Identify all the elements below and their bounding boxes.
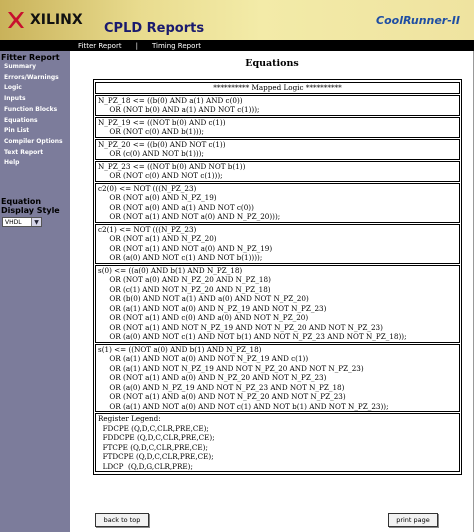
header-banner <box>0 0 474 40</box>
equation-c2-1: c2(1) <= NOT (((N_PZ_23) OR (NOT a(1) AND N_PZ_20) OR (NOT a(1) AND NOT a(0) AND N_PZ_19) OR (a(0) AND NOT c(1) AND NOT b(1)))); <box>95 224 460 264</box>
xilinx-logo <box>6 10 83 30</box>
back-to-top-button[interactable]: back to top <box>95 513 149 527</box>
xilinx-x-icon <box>6 10 26 30</box>
sidebar-item-logic[interactable]: Logic <box>4 84 22 92</box>
equation-n-pz-18: N_PZ_18 <= ((b(0) AND a(1) AND c(0)) OR (NOT b(0) AND a(1) AND NOT c(1))); <box>95 95 460 116</box>
coolrunner-brand: CoolRunner-II <box>376 14 460 27</box>
display-style-label: Display Style <box>1 206 60 216</box>
equation-n-pz-23: N_PZ_23 <= ((NOT b(0) AND NOT b(1)) OR (NOT c(0) AND NOT c(1))); <box>95 161 460 182</box>
sidebar-item-text-report[interactable]: Text Report <box>4 148 44 156</box>
equation-style-label: Equation <box>1 197 42 207</box>
sidebar-item-equations[interactable]: Equations <box>4 116 38 124</box>
sidebar <box>0 51 70 532</box>
sidebar-item-compiler-options[interactable]: Compiler Options <box>4 137 63 145</box>
equation-s-1: s(1) <= ((NOT a(0) AND b(1) AND N_PZ_18) OR (a(1) AND NOT a(0) AND NOT N_PZ_19 AND c(1)) OR (a(1) AND NOT N_PZ_19 AND NOT N_PZ_20 AND NOT N_PZ_23) OR (NOT a(1) AND a(0) AND N_PZ_20 AND NOT N_PZ_23) OR (a(0) AND N_PZ_19 AND NOT N_PZ_23 AND NOT N_PZ_18) OR (NOT a(1) AND a(0) AND NOT N_PZ_20 AND NOT N_PZ_23) OR (a(1) AND NOT a(0) AND NOT c(1) AND NOT b(1) AND NOT N_PZ_23)); <box>95 344 460 413</box>
chevron-down-icon[interactable]: ▼ <box>31 218 41 226</box>
display-style-value: VHDL <box>5 218 22 226</box>
register-legend: Register Legend: FDCPE (Q,D,C,CLR,PRE,CE); FDDCPE (Q,D,C,CLR,PRE,CE); FTCPE (Q,D,C,CLR,PRE,CE); FTDCPE (Q,D,C,CLR,PRE,CE); LDCP (Q,D,G,CLR,PRE); <box>95 413 460 472</box>
equations-table <box>93 79 462 475</box>
main-content <box>70 51 474 532</box>
top-nav <box>0 40 474 51</box>
page-title: Equations <box>245 58 299 69</box>
logo-text: XILINX <box>30 12 83 28</box>
mapped-logic-header: ********** Mapped Logic ********** <box>95 82 460 94</box>
equation-c2-0: c2(0) <= NOT (((N_PZ_23) OR (NOT a(0) AND N_PZ_19) OR (NOT a(0) AND a(1) AND NOT c(0)) OR (NOT a(1) AND NOT a(0) AND N_PZ_20))); <box>95 183 460 223</box>
equation-s-0: s(0) <= ((a(0) AND b(1) AND N_PZ_18) OR (NOT a(0) AND N_PZ_20 AND N_PZ_18) OR (c(1) AND NOT N_PZ_20 AND N_PZ_18) OR (b(0) AND NOT a(1) AND a(0) AND NOT N_PZ_20) OR (a(1) AND NOT a(0) AND N_PZ_19 AND NOT N_PZ_23) OR (NOT a(1) AND c(0) AND a(0) AND NOT N_PZ_20) OR (NOT a(1) AND NOT N_PZ_19 AND NOT N_PZ_20 AND NOT N_PZ_23) OR (a(0) AND NOT c(1) AND NOT b(1) AND NOT N_PZ_23 AND NOT N_PZ_18)); <box>95 265 460 343</box>
print-page-button[interactable]: print page <box>388 513 438 527</box>
sidebar-item-pin-list[interactable]: Pin List <box>4 127 30 135</box>
sidebar-menu <box>0 62 70 169</box>
nav-timing-report[interactable]: Timing Report <box>151 41 202 50</box>
equation-n-pz-19: N_PZ_19 <= ((NOT b(0) AND c(1)) OR (NOT c(0) AND b(1))); <box>95 117 460 138</box>
sidebar-title: Fitter Report <box>1 53 60 62</box>
display-style-select[interactable] <box>2 217 42 227</box>
sidebar-item-errors-warnings[interactable]: Errors/Warnings <box>4 73 59 81</box>
sidebar-item-function-blocks[interactable]: Function Blocks <box>4 105 58 113</box>
sidebar-item-summary[interactable]: Summary <box>4 63 37 70</box>
sidebar-item-inputs[interactable]: Inputs <box>4 95 26 103</box>
equation-n-pz-20: N_PZ_20 <= ((b(0) AND NOT c(1)) OR (c(0) AND NOT b(1))); <box>95 139 460 160</box>
nav-separator: | <box>135 41 138 50</box>
report-title: CPLD Reports <box>104 21 205 36</box>
nav-fitter-report[interactable]: Fitter Report <box>78 41 122 50</box>
sidebar-item-help[interactable]: Help <box>4 159 20 167</box>
